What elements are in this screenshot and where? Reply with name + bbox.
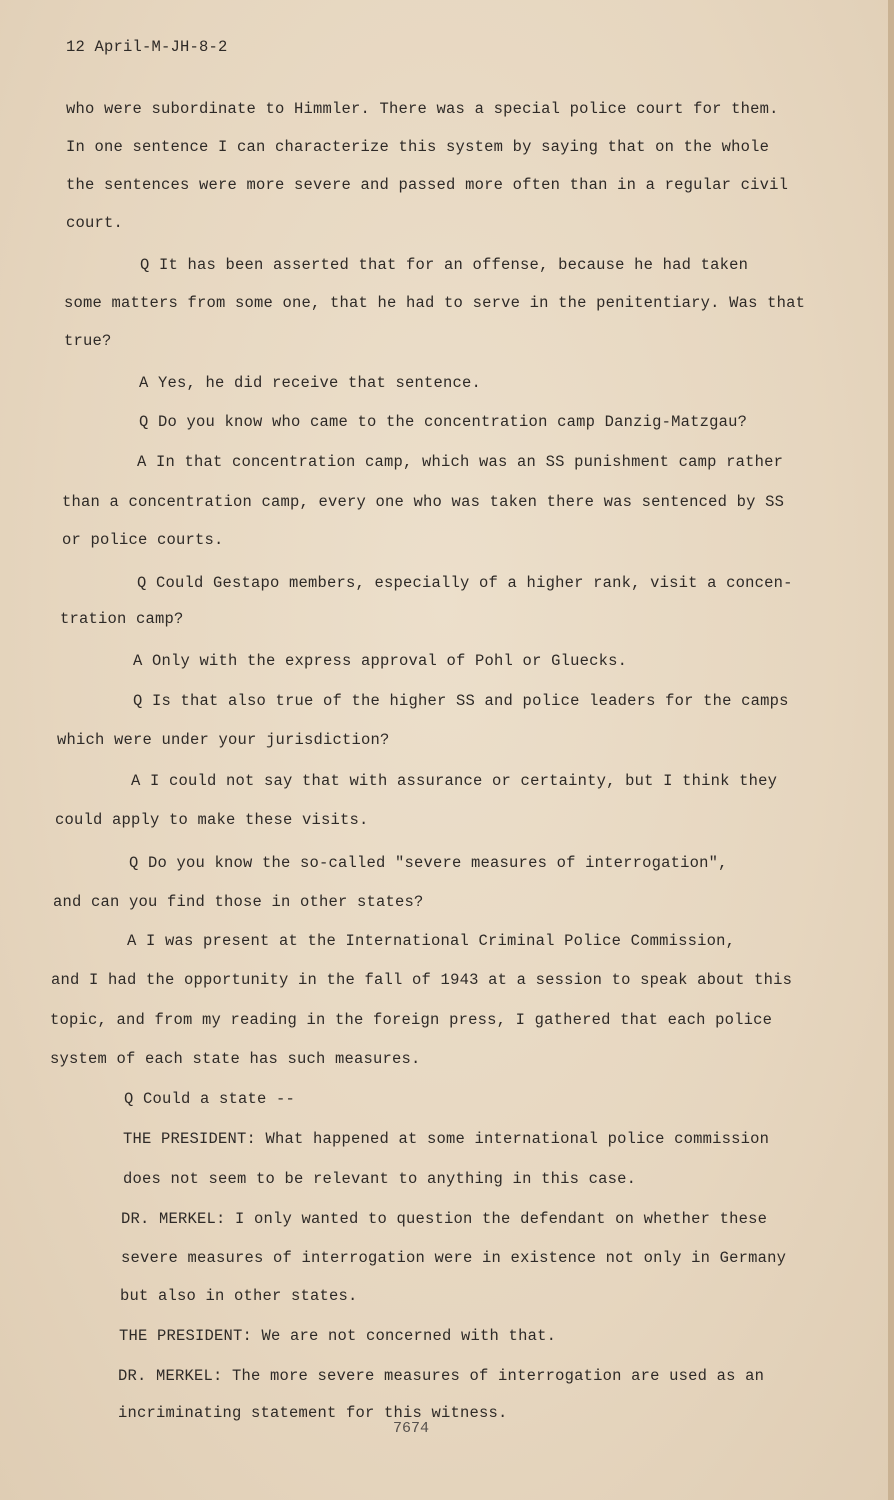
- text-line: A In that concentration camp, which was an SS punishment camp rather: [137, 453, 784, 471]
- text-line: some matters from some one, that he had to serve in the penitentiary. Was that: [64, 294, 806, 312]
- text-line: or police courts.: [62, 531, 224, 549]
- text-line: does not seem to be relevant to anything in this case.: [123, 1170, 637, 1188]
- text-line: Q It has been asserted that for an offense, because he had taken: [140, 256, 749, 274]
- text-line: tration camp?: [60, 610, 184, 628]
- text-line: THE PRESIDENT: We are not concerned with that.: [119, 1327, 557, 1345]
- page-number: 7674: [393, 1420, 430, 1437]
- text-line: severe measures of interrogation were in existence not only in Germany: [121, 1249, 787, 1267]
- text-line: A Only with the express approval of Pohl or Gluecks.: [133, 652, 628, 670]
- text-line: could apply to make these visits.: [55, 811, 369, 829]
- text-line: which were under your jurisdiction?: [57, 731, 390, 749]
- text-line: court.: [66, 214, 124, 232]
- text-line: than a concentration camp, every one who was taken there was sentenced by SS: [62, 493, 785, 511]
- text-line: true?: [64, 332, 112, 350]
- text-line: THE PRESIDENT: What happened at some international police commission: [123, 1130, 770, 1148]
- text-line: Q Do you know who came to the concentration camp Danzig-Matzgau?: [139, 413, 748, 431]
- text-line: A Yes, he did receive that sentence.: [139, 374, 482, 392]
- text-line: DR. MERKEL: I only wanted to question the defendant on whether these: [121, 1210, 768, 1228]
- text-line: Q Could Gestapo members, especially of a higher rank, visit a concen-: [137, 574, 793, 592]
- text-line: DR. MERKEL: The more severe measures of interrogation are used as an: [118, 1367, 765, 1385]
- text-line: but also in other states.: [120, 1287, 358, 1305]
- text-line: A I could not say that with assurance or certainty, but I think they: [131, 772, 778, 790]
- page-header: 12 April-M-JH-8-2: [66, 38, 228, 56]
- text-line: Q Is that also true of the higher SS and police leaders for the camps: [133, 692, 789, 710]
- text-line: incriminating statement for this witness.: [118, 1404, 508, 1422]
- text-line: system of each state has such measures.: [50, 1050, 421, 1068]
- text-line: who were subordinate to Himmler. There was a special police court for them.: [66, 100, 779, 118]
- text-line: Q Could a state --: [124, 1090, 296, 1108]
- text-line: and can you find those in other states?: [53, 893, 424, 911]
- text-line: A I was present at the International Criminal Police Commission,: [127, 932, 736, 950]
- text-line: topic, and from my reading in the foreign press, I gathered that each police: [50, 1011, 773, 1029]
- text-line: Q Do you know the so-called "severe measures of interrogation",: [129, 854, 728, 872]
- text-line: and I had the opportunity in the fall of 1943 at a session to speak about this: [51, 971, 793, 989]
- text-line: the sentences were more severe and passed more often than in a regular civil: [66, 176, 789, 194]
- text-line: In one sentence I can characterize this system by saying that on the whole: [66, 138, 770, 156]
